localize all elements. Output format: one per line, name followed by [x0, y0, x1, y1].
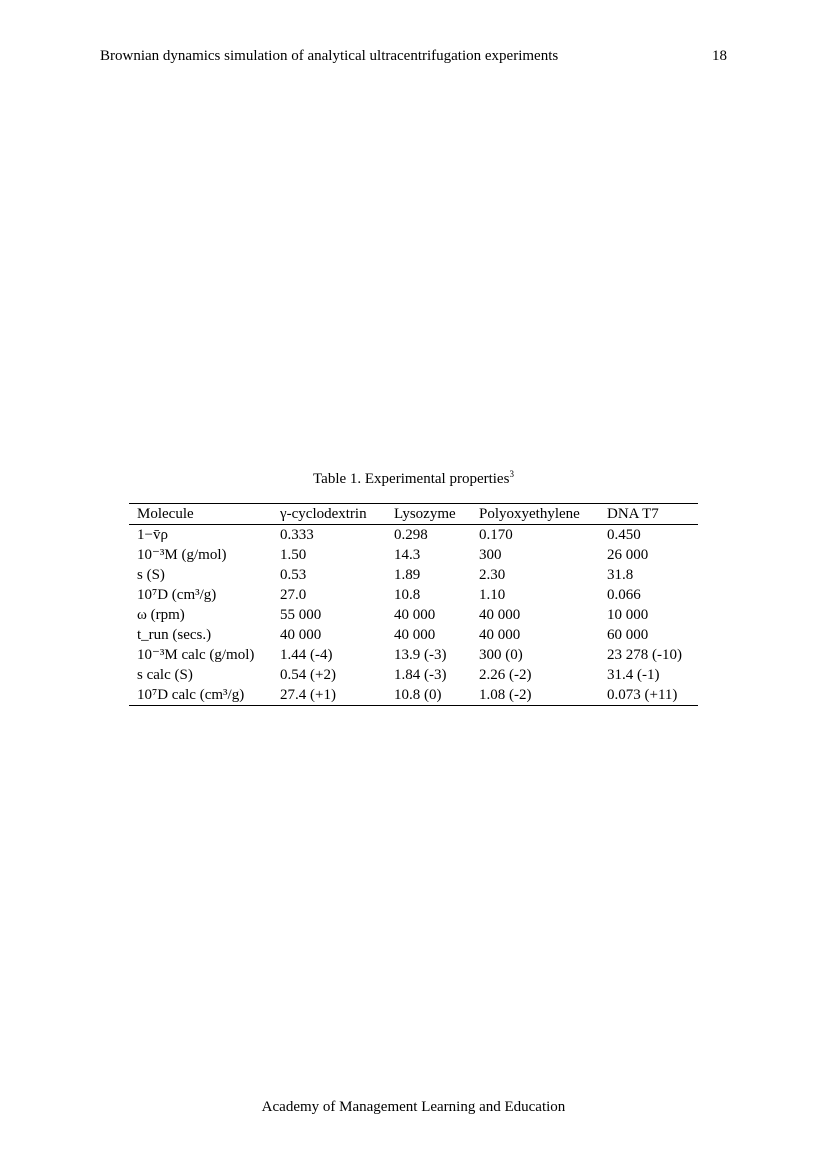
table-row: [129, 605, 698, 625]
table-cell: 13.9 (-3): [394, 647, 447, 663]
table-cell: 1.08 (-2): [471, 685, 599, 706]
table-row: [129, 545, 698, 565]
running-title: Brownian dynamics simulation of analytical ultracentrifugation experiments: [100, 48, 559, 64]
table-cell: 27.0: [280, 587, 307, 603]
table-cell: 10⁷D calc (cm³/g): [129, 685, 272, 706]
table-caption-reference: 3: [509, 469, 514, 479]
table-cell: 31.4 (-1): [607, 667, 660, 683]
table-cell: 0.298: [394, 527, 428, 543]
table-cell: 10⁻³M (g/mol): [137, 547, 227, 563]
table-cell: 2.26 (-2): [479, 667, 532, 683]
table-cell: 23 278 (-10): [607, 647, 682, 663]
running-header: [100, 48, 727, 65]
table-caption-text: Table 1. Experimental properties: [313, 471, 510, 487]
table-cell: 27.4 (+1): [272, 685, 386, 706]
table-cell: s calc (S): [137, 667, 193, 683]
experimental-properties-table: [129, 503, 698, 706]
table-cell: 40 000: [479, 607, 521, 623]
table-cell: 14.3: [394, 547, 421, 563]
table-row: [129, 585, 698, 605]
table-cell: 1−v̄ρ: [137, 527, 168, 543]
table-cell: 10.8 (0): [386, 685, 471, 706]
table-row: [129, 525, 698, 546]
table-caption: [0, 469, 827, 488]
table-cell: 40 000: [280, 627, 322, 643]
table-cell: 0.53: [280, 567, 307, 583]
table-body: [129, 504, 698, 706]
table-cell: 26 000: [607, 547, 649, 563]
table-cell: 0.450: [607, 527, 641, 543]
table-cell: 40 000: [394, 627, 436, 643]
table-cell: 0.073 (+11): [599, 685, 698, 706]
table-header-cell: Molecule: [129, 504, 272, 525]
table-row: [129, 685, 698, 706]
table-cell: 10⁻³M calc (g/mol): [137, 647, 255, 663]
page-number: 18: [712, 48, 727, 64]
table-header-cell: DNA T7: [599, 504, 698, 525]
table-cell: s (S): [137, 567, 165, 583]
table-cell: 1.50: [280, 547, 307, 563]
table-row: [129, 645, 698, 665]
table-cell: t_run (secs.): [137, 627, 212, 643]
table-cell: 55 000: [280, 607, 322, 623]
table-cell: 10 000: [607, 607, 649, 623]
table-cell: 40 000: [479, 627, 521, 643]
table-row: [129, 665, 698, 685]
table-cell: 0.54 (+2): [280, 667, 336, 683]
table-row: [129, 625, 698, 645]
table-cell: 1.10: [479, 587, 506, 603]
table-cell: 0.066: [607, 587, 641, 603]
table-header-cell: γ-cyclodextrin: [272, 504, 386, 525]
table-cell: 40 000: [394, 607, 436, 623]
table-cell: 0.333: [280, 527, 314, 543]
table-cell: 2.30: [479, 567, 506, 583]
table-cell: 31.8: [607, 567, 634, 583]
table-cell: 10⁷D (cm³/g): [137, 587, 217, 603]
table-header-cell: Lysozyme: [386, 504, 471, 525]
table-cell: 1.44 (-4): [280, 647, 333, 663]
table-cell: 60 000: [607, 627, 649, 643]
table-cell: 0.170: [479, 527, 513, 543]
table-header-cell: Polyoxyethylene: [471, 504, 599, 525]
page-footer: Academy of Management Learning and Education: [261, 1099, 566, 1115]
table-cell: 300 (0): [479, 647, 523, 663]
table-cell: 1.89: [394, 567, 421, 583]
table-cell: 1.84 (-3): [394, 667, 447, 683]
table-row: [129, 565, 698, 585]
table-cell: 300: [479, 547, 502, 563]
table-cell: ω (rpm): [137, 607, 185, 623]
table-header-row: [129, 504, 698, 525]
table-cell: 10.8: [394, 587, 421, 603]
